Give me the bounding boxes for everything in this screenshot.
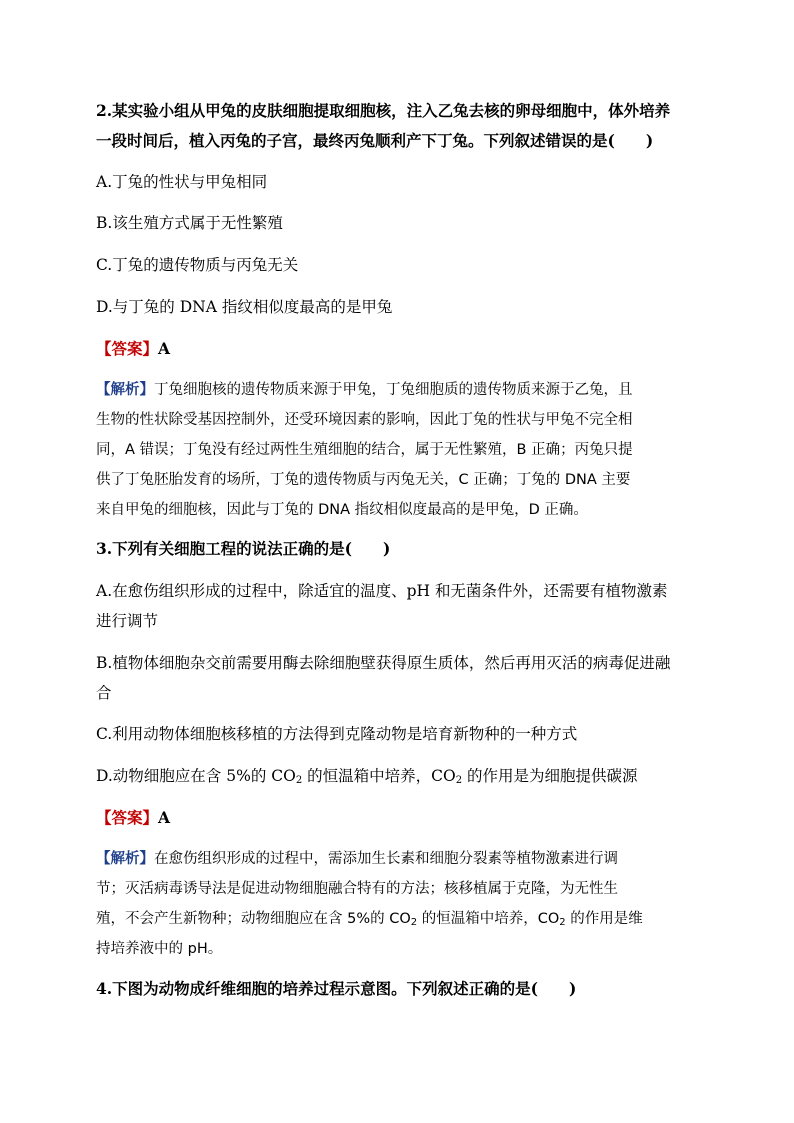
q3-option-b-line1: B.植物体细胞杂交前需要用酶去除细胞壁获得原生质体，然后再用灭活的病毒促进融: [96, 654, 671, 672]
q2-analysis-line1: 【解析】丁兔细胞核的遗传物质来源于甲兔，丁兔细胞质的遗传物质来源于乙兔，且: [96, 382, 633, 398]
q3-analysis-line3: 殖，不会产生新物种；动物细胞应在含 5%的 $CO_2$ 的恒温箱中培养，$CO_2$ 的作用是维: [96, 911, 643, 928]
q2-stem-line2: 一段时间后，植入丙兔的子宫，最终丙兔顺利产下丁兔。下列叙述错误的是( ): [96, 131, 654, 150]
answer-label: 【答案】: [96, 808, 159, 827]
analysis-label: 【解析】: [96, 382, 154, 398]
answer-value: A: [158, 339, 171, 358]
q3-option-b-line2: 合: [96, 684, 112, 702]
q2-analysis-line3: 同，A 错误；丁兔没有经过两性生殖细胞的结合，属于无性繁殖，B 正确；丙兔只提: [96, 442, 633, 458]
q2-analysis-line4: 供了丁兔胚胎发育的场所，丁兔的遗传物质与丙兔无关，C 正确；丁兔的 DNA 主要: [96, 472, 631, 488]
q2-option-c: C.丁兔的遗传物质与丙兔无关: [96, 256, 299, 274]
q3-stem: 3.下列有关细胞工程的说法正确的是( ): [96, 539, 391, 558]
q3-analysis-line1: 【解析】在愈伤组织形成的过程中，需添加生长素和细胞分裂素等植物激素进行调: [96, 851, 618, 867]
q3-analysis-line2: 节；灭活病毒诱导法是促进动物细胞融合特有的方法；核移植属于克隆，为无性生: [96, 881, 618, 897]
q3-answer: [96, 807, 170, 829]
q3-option-d: D.动物细胞应在含 5%的 $CO_2$ 的恒温箱中培养，$CO_2$ 的作用是为细胞提供碳源: [96, 767, 638, 786]
q3-option-c: C.利用动物体细胞核移植的方法得到克隆动物是培育新物种的一种方式: [96, 725, 578, 743]
q2-analysis-line5: 来自甲兔的细胞核，因此与丁兔的 DNA 指纹相似度最高的是甲兔，D 正确。: [96, 502, 588, 518]
q4-stem: 4.下图为动物成纤维细胞的培养过程示意图。下列叙述正确的是( ): [96, 979, 577, 998]
q3-option-a-line1: A.在愈伤组织形成的过程中，除适宜的温度、pH 和无菌条件外，还需要有植物激素: [96, 582, 668, 600]
q2-answer: [96, 338, 170, 360]
q2-analysis-line2: 生物的性状除受基因控制外，还受环境因素的影响，因此丁兔的性状与甲兔不完全相: [96, 412, 633, 428]
answer-label: 【答案】: [96, 339, 159, 358]
answer-value: A: [158, 808, 171, 827]
q3-option-a-line2: 进行调节: [96, 612, 159, 630]
q2-option-d: D.与丁兔的 DNA 指纹相似度最高的是甲兔: [96, 298, 393, 316]
q2-stem-line1: 2.某实验小组从甲兔的皮肤细胞提取细胞核，注入乙兔去核的卵母细胞中，体外培养: [96, 101, 671, 120]
q2-option-b: B.该生殖方式属于无性繁殖: [96, 214, 283, 232]
analysis-label: 【解析】: [96, 851, 154, 867]
q3-analysis-line4: 持培养液中的 pH。: [96, 941, 223, 957]
q2-option-a: A.丁兔的性状与甲兔相同: [96, 173, 268, 191]
